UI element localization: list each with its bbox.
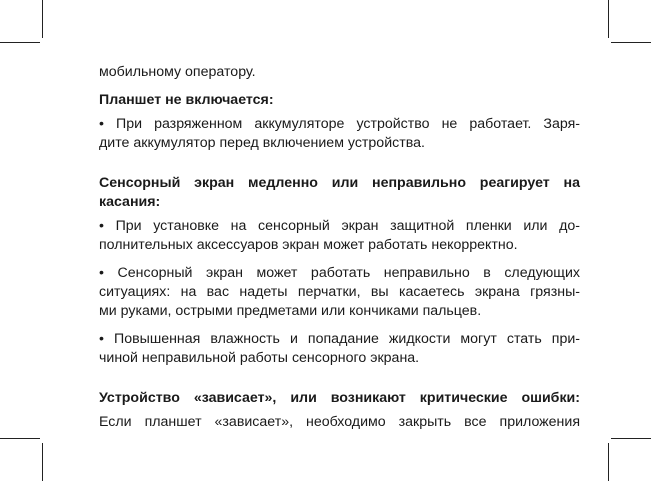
- section-heading: [99, 174, 580, 212]
- intro-paragraph: [99, 63, 580, 82]
- text-line: • При установке на сенсорный экран защитной пленки или до-: [99, 218, 580, 234]
- text-line: ми руками, острыми предметами или кончиками пальцев.: [99, 303, 482, 319]
- paragraph: [99, 264, 580, 321]
- crop-mark-bottom-left-horizontal: [0, 438, 40, 439]
- text-line: дите аккумулятор перед включением устройства.: [99, 135, 425, 151]
- crop-mark-bottom-right-horizontal: [611, 438, 651, 439]
- heading-line: касания:: [99, 194, 161, 210]
- crop-mark-top-right-vertical: [608, 0, 609, 38]
- crop-mark-top-right-horizontal: [611, 42, 651, 43]
- heading-line: Устройство «зависает», или возникают критические ошибки:: [99, 390, 580, 406]
- heading-line: Сенсорный экран медленно или неправильно реагирует на: [99, 175, 580, 191]
- paragraph: [99, 330, 580, 368]
- crop-mark-bottom-right-vertical: [608, 443, 609, 481]
- text-line: ситуациях: на вас надеты перчатки, вы касаетесь экрана грязны-: [99, 284, 580, 300]
- text-line: • Повышенная влажность и попадание жидкости могут стать при-: [99, 331, 580, 347]
- text-line: • Сенсорный экран может работать неправильно в следующих: [99, 265, 580, 281]
- crop-mark-top-left-vertical: [42, 0, 43, 38]
- text-line: чиной неправильной работы сенсорного экрана.: [99, 350, 420, 366]
- heading-line: Планшет не включается:: [99, 92, 274, 108]
- paragraph: [99, 217, 580, 255]
- crop-mark-top-left-horizontal: [0, 42, 40, 43]
- text-line: полнительных аксессуаров экран может работать некорректно.: [99, 237, 518, 253]
- text-line: Если планшет «зависает», необходимо закрыть все приложения: [99, 414, 580, 430]
- section-heading: [99, 91, 580, 110]
- text-line: мобильному оператору.: [99, 64, 256, 80]
- crop-mark-bottom-left-vertical: [42, 443, 43, 481]
- section-spacer: [99, 377, 580, 389]
- section-spacer: [99, 162, 580, 174]
- text-line: • При разряженном аккумуляторе устройство не работает. Заря-: [99, 116, 580, 132]
- section-heading: [99, 389, 580, 408]
- document-body: [99, 63, 580, 441]
- paragraph: [99, 413, 580, 432]
- paragraph: [99, 115, 580, 153]
